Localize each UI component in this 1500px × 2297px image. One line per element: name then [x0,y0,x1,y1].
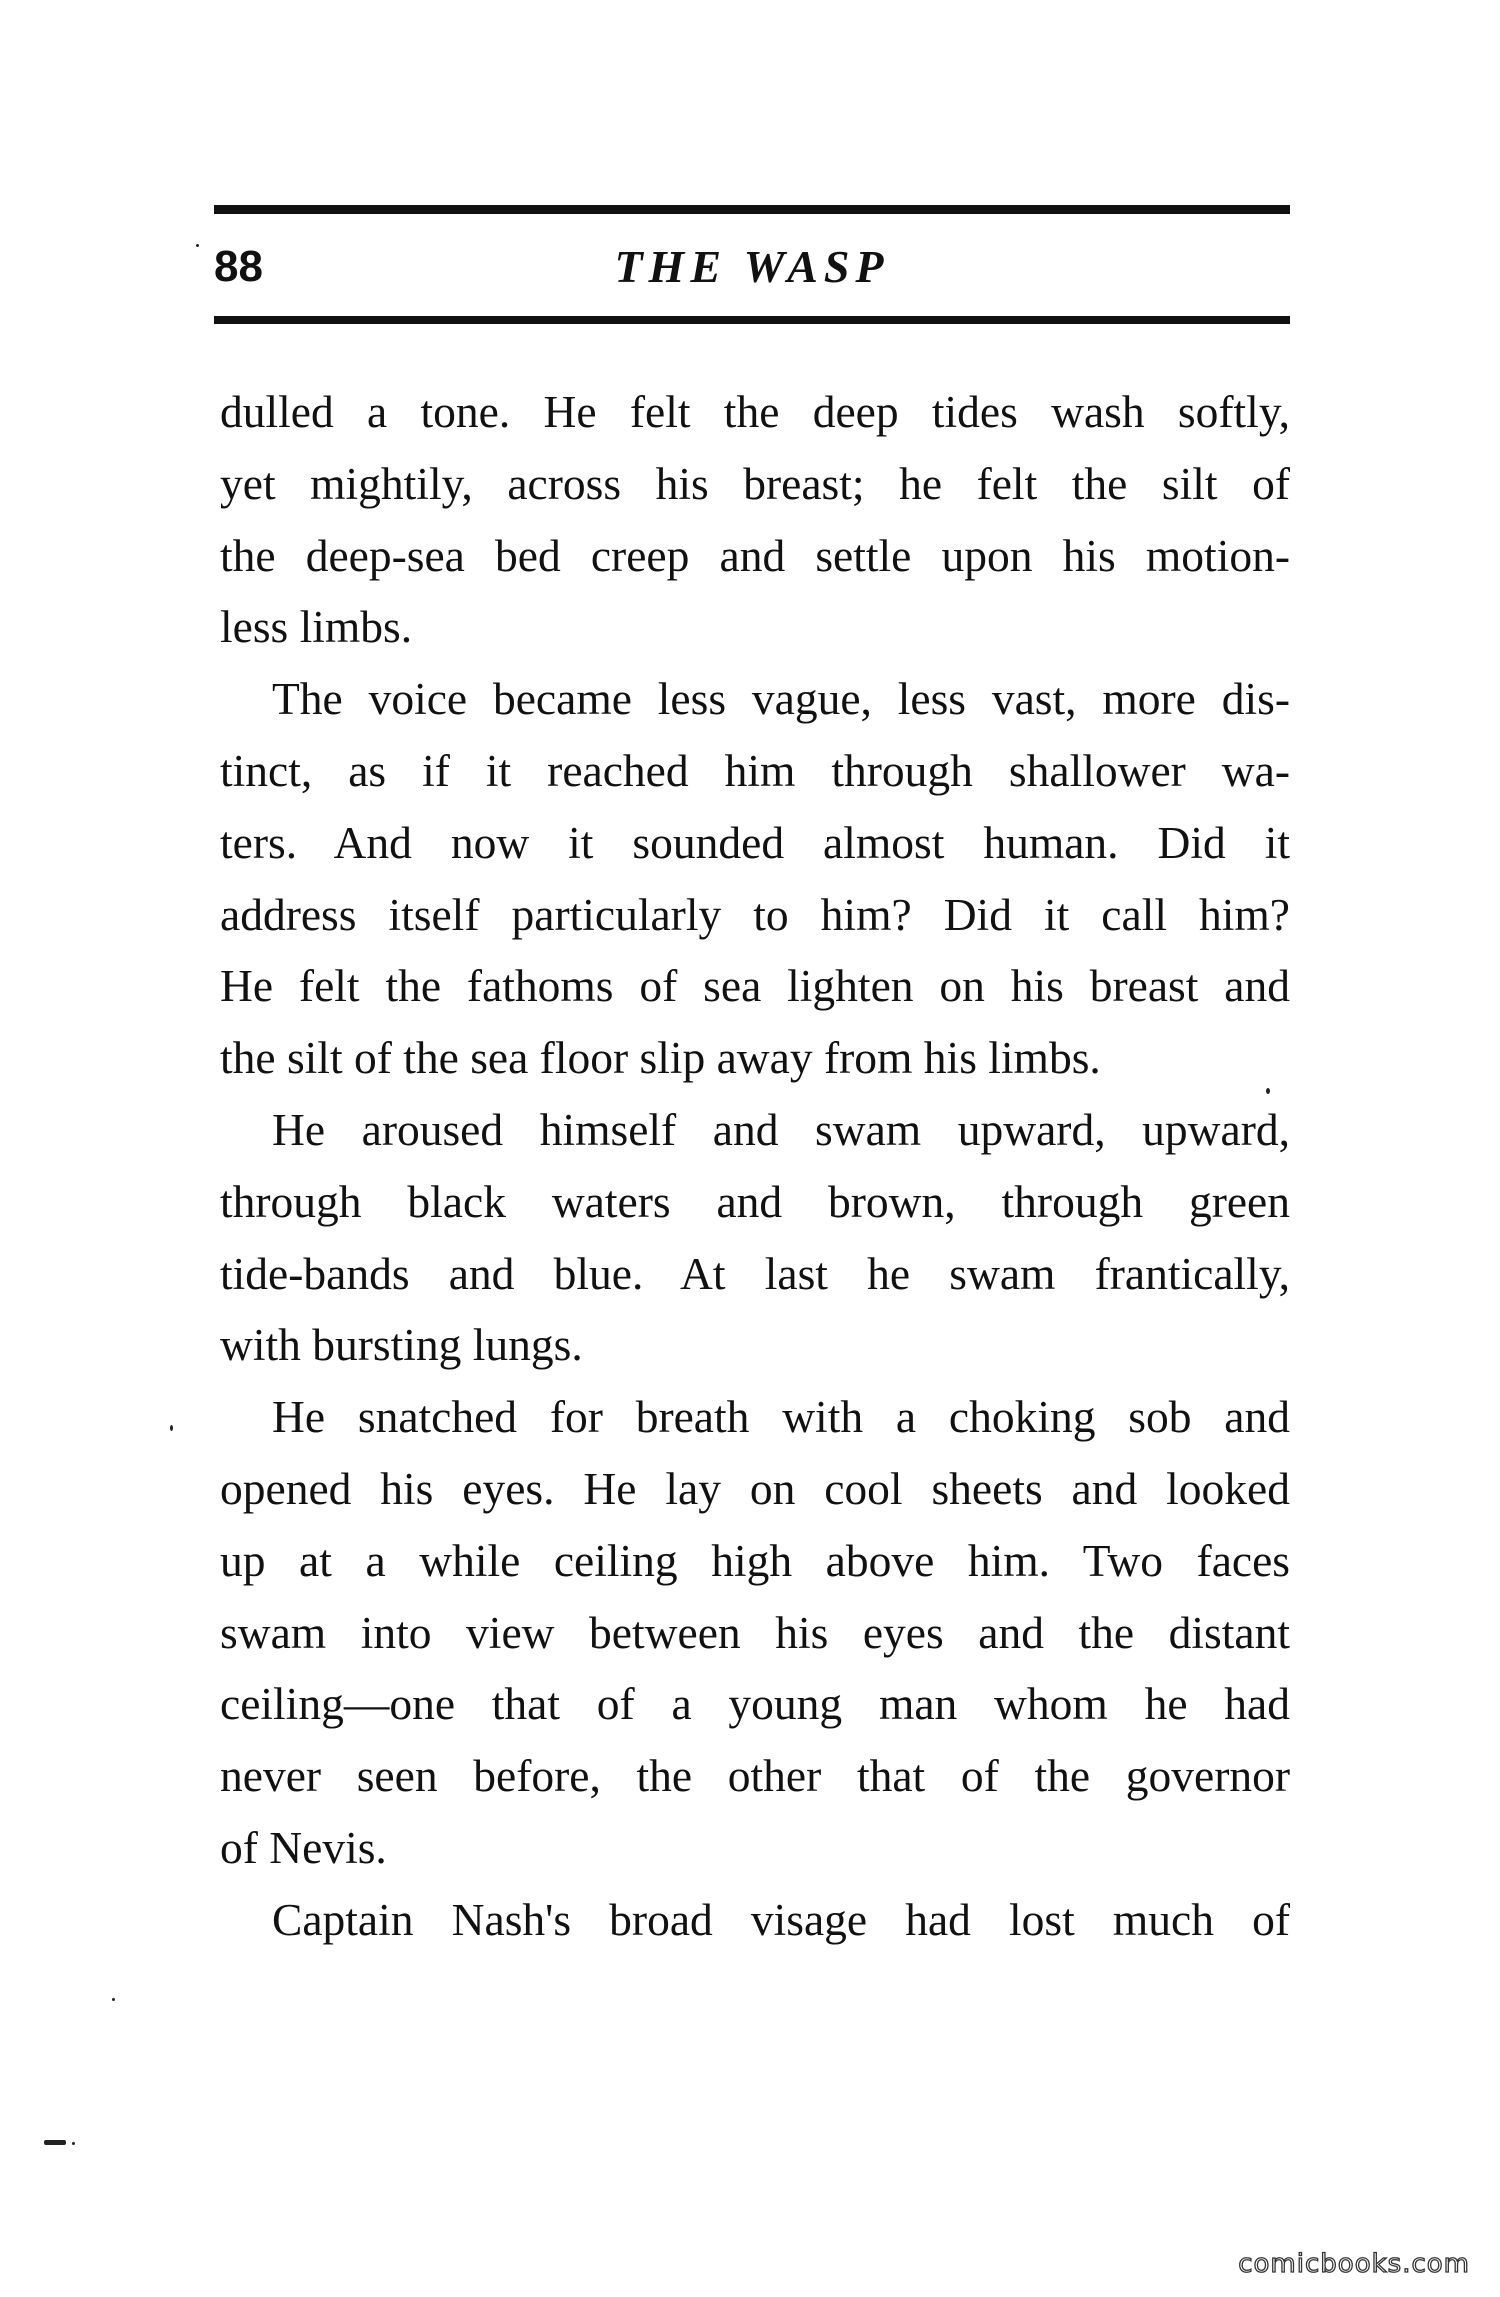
scan-speck [196,244,199,247]
text-line: ceiling—one that of a young man whom he had [220,1678,1290,1730]
text-line: with bursting lungs. [220,1319,583,1371]
text-line: yet mightily, across his breast; he felt the silt of [220,457,1290,509]
scan-speck [1266,1088,1270,1094]
header-rule-bottom [214,316,1290,324]
body-text [220,376,1290,1956]
text-line: of Nevis. [220,1821,387,1873]
scan-speck [72,2142,75,2145]
text-line: swam into view between his eyes and the distant [220,1606,1290,1658]
text-line: The voice became less vague, less vast, more dis- [272,673,1290,725]
text-line: tinct, as if it reached him through shallower wa- [220,744,1290,796]
text-line: tide-bands and blue. At last he swam frantically, [220,1247,1290,1299]
text-line: He felt the fathoms of sea lighten on his breast and [220,960,1290,1012]
text-line: through black waters and brown, through green [220,1175,1290,1227]
page-number: 88 [214,242,263,291]
text-line: opened his eyes. He lay on cool sheets and looked [220,1462,1290,1514]
text-line: up at a while ceiling high above him. Two faces [220,1534,1290,1586]
text-line: address itself particularly to him? Did it call him? [220,888,1290,940]
text-line: never seen before, the other that of the governor [220,1750,1290,1802]
text-line: the silt of the sea floor slip away from his limbs. [220,1032,1101,1084]
text-line: dulled a tone. He felt the deep tides wash softly, [220,386,1290,437]
header-rule-top [214,205,1290,214]
watermark: comicbooks.com [1238,2249,1470,2279]
scan-speck [112,1998,115,2001]
scan-speck [170,1425,173,1431]
text-line: ters. And now it sounded almost human. Did it [220,816,1290,868]
text-line: the deep-sea bed creep and settle upon his motion- [220,529,1290,581]
book-title: THE WASP [614,241,890,292]
scan-speck [44,2140,66,2145]
text-line: less limbs. [220,601,413,653]
running-head [214,232,1290,302]
text-line: He aroused himself and swam upward, upward, [272,1103,1290,1155]
text-line: Captain Nash's broad visage had lost much of [272,1893,1290,1945]
text-line: He snatched for breath with a choking sob and [272,1391,1290,1443]
